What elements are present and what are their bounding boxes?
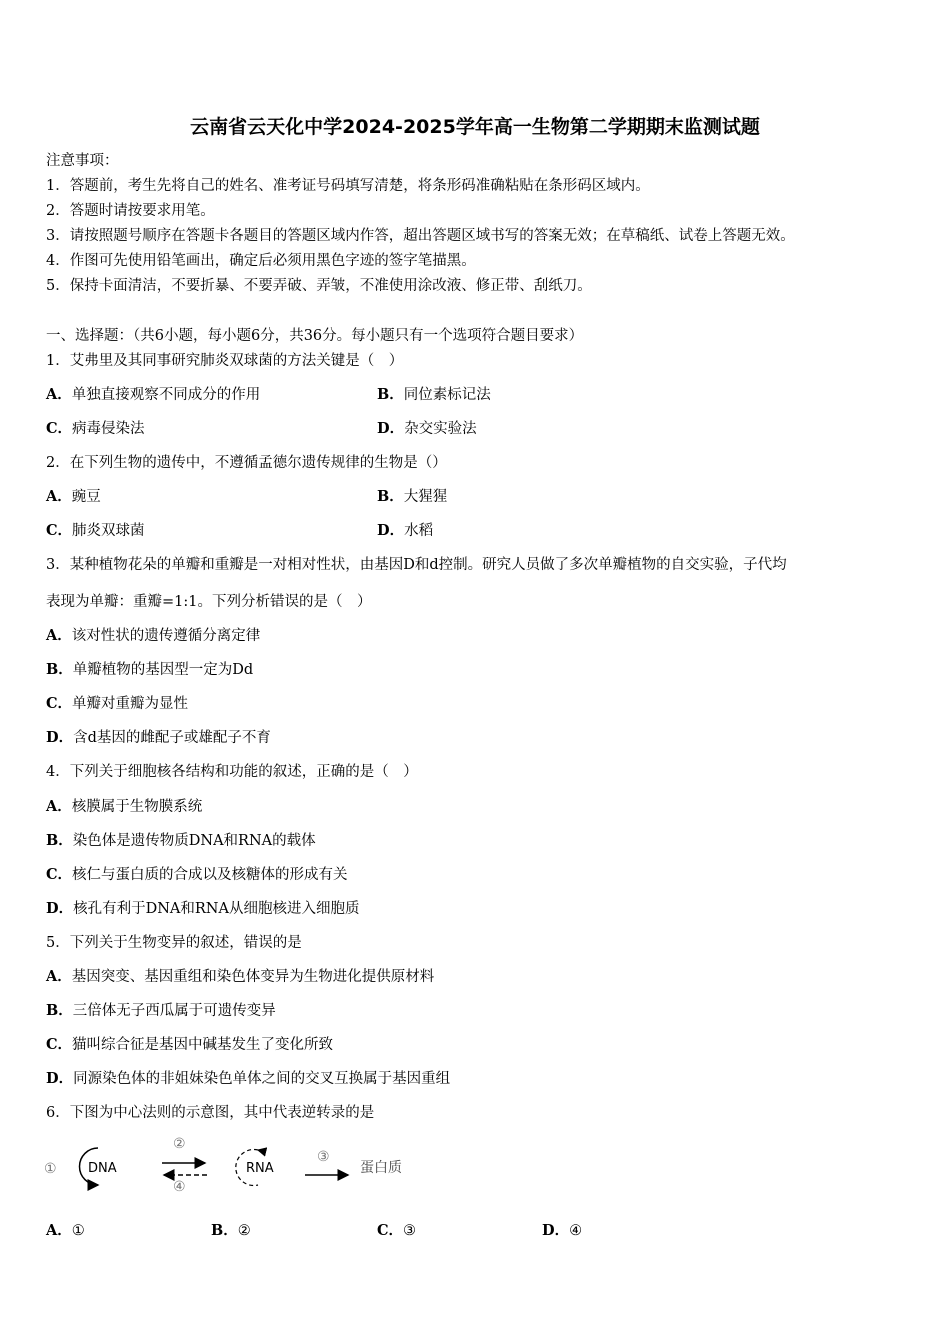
- question-stem: 艾弗里及其同事研究肺炎双球菌的方法关键是（ ）: [69, 353, 404, 369]
- option-d[interactable]: D．水稻: [377, 522, 434, 539]
- rna-label: RNA: [246, 1161, 274, 1176]
- question-2: [46, 453, 447, 473]
- option-b[interactable]: B．②: [211, 1222, 251, 1239]
- label-3: ③: [317, 1149, 330, 1165]
- question-number: 4．: [46, 764, 70, 780]
- question-number: 2．: [46, 455, 70, 471]
- dna-label: DNA: [88, 1161, 117, 1176]
- central-dogma-diagram: [40, 1130, 440, 1200]
- option-d[interactable]: D．核孔有利于DNA和RNA从细胞核进入细胞质: [46, 900, 360, 917]
- notice-item: 2．答题时请按要求用笔。: [46, 203, 215, 219]
- option-c[interactable]: C．病毒侵染法: [46, 420, 145, 437]
- label-2: ②: [173, 1136, 186, 1152]
- option-b[interactable]: B．单瓣植物的基因型一定为Dd: [46, 661, 254, 678]
- question-1: [46, 351, 403, 371]
- option-d[interactable]: D．④: [542, 1222, 583, 1239]
- option-c[interactable]: C．猫叫综合征是基因中碱基发生了变化所致: [46, 1036, 334, 1053]
- option-b[interactable]: B．三倍体无子西瓜属于可遗传变异: [46, 1002, 276, 1019]
- option-b[interactable]: B．同位素标记法: [377, 386, 491, 403]
- notice-heading: 注意事项：: [46, 153, 119, 169]
- option-c[interactable]: C．核仁与蛋白质的合成以及核糖体的形成有关: [46, 866, 348, 883]
- question-number: 5．: [46, 935, 70, 951]
- notice-item: 3．请按照题号顺序在答题卡各题目的答题区域内作答，超出答题区域书写的答案无效；在草稿纸、试卷上答题无效。: [46, 228, 795, 244]
- option-a[interactable]: A．①: [46, 1222, 85, 1239]
- question-4: [46, 762, 418, 782]
- question-stem-cont: 表现为单瓣：重瓣=1:1。下列分析错误的是（ ）: [46, 594, 372, 610]
- option-c[interactable]: C．③: [377, 1222, 417, 1239]
- option-c[interactable]: C．单瓣对重瓣为显性: [46, 695, 189, 712]
- option-a[interactable]: A．核膜属于生物膜系统: [46, 798, 203, 815]
- option-a[interactable]: A．基因突变、基因重组和染色体变异为生物进化提供原材料: [46, 968, 435, 985]
- option-d[interactable]: D．同源染色体的非姐妹染色单体之间的交叉互换属于基因重组: [46, 1070, 451, 1087]
- option-c[interactable]: C．肺炎双球菌: [46, 522, 145, 539]
- option-b[interactable]: B．染色体是遗传物质DNA和RNA的载体: [46, 832, 316, 849]
- notice-item: 1．答题前，考生先将自己的姓名、准考证号码填写清楚，将条形码准确粘贴在条形码区域内。: [46, 178, 650, 194]
- question-stem: 下列关于生物变异的叙述，错误的是: [69, 935, 302, 951]
- question-number: 6．: [46, 1105, 70, 1121]
- protein-label: 蛋白质: [360, 1160, 402, 1176]
- question-5: [46, 933, 302, 953]
- option-b[interactable]: B．大猩猩: [377, 488, 448, 505]
- option-d[interactable]: D．含d基因的雌配子或雄配子不育: [46, 729, 271, 746]
- question-stem: 下列关于细胞核各结构和功能的叙述，正确的是（ ）: [69, 764, 418, 780]
- section-heading: 一、选择题：（共6小题，每小题6分，共36分。每小题只有一个选项符合题目要求）: [46, 328, 584, 344]
- question-stem: 某种植物花朵的单瓣和重瓣是一对相对性状，由基因D和d控制。研究人员做了多次单瓣植物的自交实验，子代均: [69, 557, 787, 573]
- option-a[interactable]: A．豌豆: [46, 488, 101, 505]
- question-stem: 在下列生物的遗传中，不遵循孟德尔遗传规律的生物是（）: [69, 455, 447, 471]
- option-a[interactable]: A．该对性状的遗传遵循分离定律: [46, 627, 261, 644]
- option-a[interactable]: A．单独直接观察不同成分的作用: [46, 386, 261, 403]
- notice-item: 4．作图可先使用铅笔画出，确定后必须用黑色字迹的签字笔描黑。: [46, 253, 476, 269]
- question-6: [46, 1103, 374, 1123]
- notice-item: 5．保持卡面清洁，不要折暴、不要弄破、弄皱，不准使用涂改液、修正带、刮纸刀。: [46, 278, 592, 294]
- question-3: [46, 555, 787, 575]
- question-stem: 下图为中心法则的示意图，其中代表逆转录的是: [69, 1105, 375, 1121]
- question-number: 3．: [46, 557, 70, 573]
- option-d[interactable]: D．杂交实验法: [377, 420, 477, 437]
- label-1: ①: [44, 1161, 57, 1177]
- question-number: 1．: [46, 353, 70, 369]
- label-4: ④: [173, 1179, 186, 1195]
- page-title: 云南省云天化中学2024-2025学年高一生物第二学期期末监测试题: [190, 116, 760, 138]
